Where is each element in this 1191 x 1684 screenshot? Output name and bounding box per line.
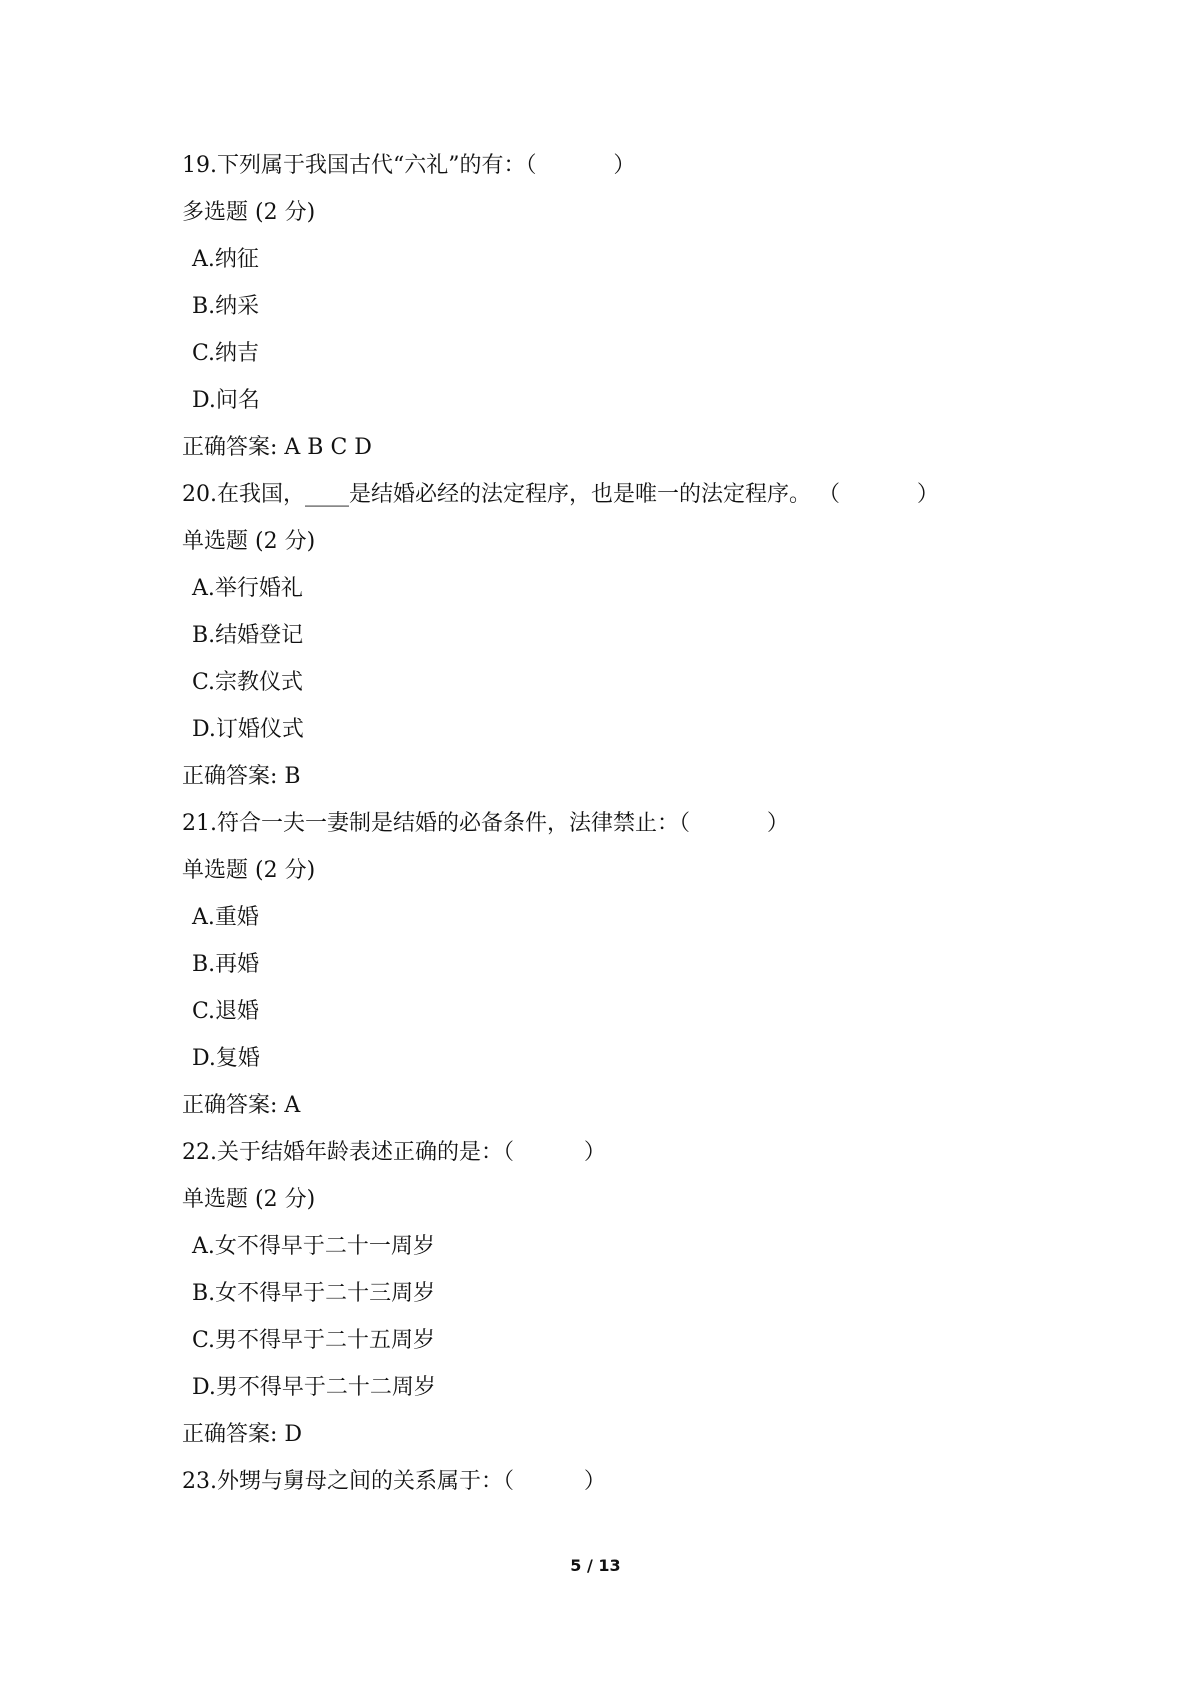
question-19-option-b: B.纳采 [192,294,260,319]
question-21-option-a: A.重婚 [192,905,259,930]
question-22-option-d: D.男不得早于二十二周岁 [192,1375,436,1400]
question-19-option-c: C.纳吉 [192,341,260,366]
question-22-answer: 正确答案: D [182,1422,303,1447]
question-21-option-d: D.复婚 [192,1046,260,1071]
question-20-option-c: C.宗教仪式 [192,670,304,695]
question-19-stem: 19.下列属于我国古代“六礼”的有：（ ） [182,153,636,178]
question-22-type: 单选题 (2 分) [182,1187,316,1212]
question-20-answer: 正确答案: B [182,764,301,789]
question-20-option-b: B.结婚登记 [192,623,304,648]
question-23-stem: 23.外甥与舅母之间的关系属于：（ ） [182,1469,606,1494]
question-21-stem: 21.符合一夫一妻制是结婚的必备条件，法律禁止：（ ） [182,811,789,836]
question-21-answer: 正确答案: A [182,1093,301,1118]
question-22-option-a: A.女不得早于二十一周岁 [192,1234,435,1259]
question-19-option-a: A.纳征 [192,247,259,272]
question-21-type: 单选题 (2 分) [182,858,316,883]
page-number: 5 / 13 [570,1556,621,1575]
question-22-stem: 22.关于结婚年龄表述正确的是：（ ） [182,1140,606,1165]
question-21-option-c: C.退婚 [192,999,260,1024]
question-19-type: 多选题 (2 分) [182,200,316,225]
question-20-stem: 20.在我国，____是结婚必经的法定程序，也是唯一的法定程序。 （ ） [182,482,939,507]
question-20-option-a: A.举行婚礼 [192,576,303,601]
question-20-type: 单选题 (2 分) [182,529,316,554]
question-22-option-c: C.男不得早于二十五周岁 [192,1328,436,1353]
question-20-option-d: D.订婚仪式 [192,717,304,742]
question-22-option-b: B.女不得早于二十三周岁 [192,1281,436,1306]
question-19-option-d: D.问名 [192,388,260,413]
question-21-option-b: B.再婚 [192,952,260,977]
question-19-answer: 正确答案: A B C D [182,435,372,460]
